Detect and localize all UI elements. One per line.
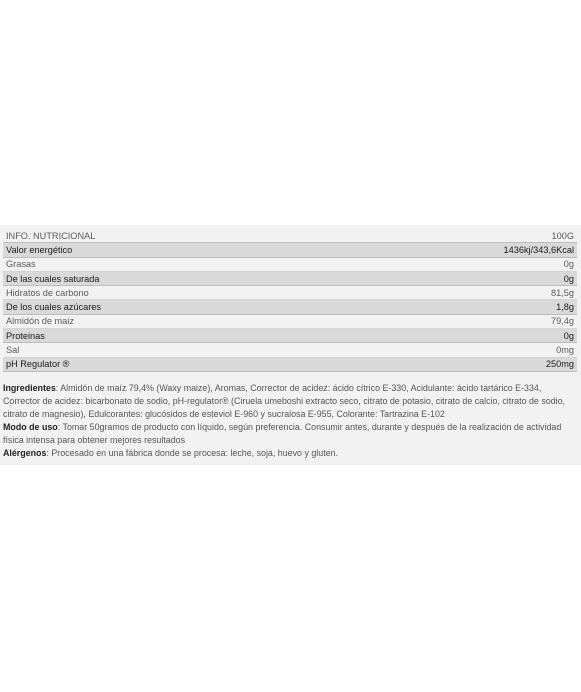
nutrient-label: Proteinas: [6, 330, 45, 341]
nutrition-row: [3, 329, 577, 343]
nutrient-label: pH Regulator ®: [6, 359, 70, 370]
nutrition-row: [3, 358, 577, 372]
nutrition-table: [3, 229, 577, 372]
nutrient-label: Hidratos de carbono: [6, 287, 89, 298]
nutrition-row: [3, 286, 577, 300]
nutrient-label: Sal: [6, 345, 20, 356]
nutrition-row: [3, 315, 577, 329]
nutrition-row: [3, 272, 577, 286]
usage-label: Modo de uso: [3, 422, 58, 433]
nutrient-value: 1,8g: [556, 302, 574, 313]
nutrient-value: 0g: [563, 259, 574, 270]
nutrition-row: [3, 243, 577, 257]
nutrition-panel: [0, 225, 581, 465]
nutrient-value: 81,5g: [551, 287, 574, 298]
allergens-paragraph: [3, 447, 577, 460]
nutrient-label: Almidón de maiz: [6, 316, 74, 327]
nutrient-value: 79,4g: [551, 316, 574, 327]
product-info-text: [3, 382, 577, 461]
ingredients-paragraph: [3, 382, 577, 421]
nutrient-label: De las cuales saturada: [6, 273, 100, 284]
nutrient-label: De los cuales azúcares: [6, 302, 101, 313]
nutrient-value: 0g: [563, 273, 574, 284]
nutrient-value: 1436kj/343,6Kcal: [503, 244, 574, 255]
nutrition-header-label: INFO. NUTRICIONAL: [6, 230, 96, 241]
usage-text: : Tomar 50gramos de producto con líquido, según preferencia. Consumir antes, durante y después de la realización de actividad física intensa para obtener mejores resultados: [3, 422, 562, 446]
nutrient-value: 0mg: [556, 345, 574, 356]
usage-paragraph: [3, 421, 577, 447]
ingredients-text: : Almidón de maíz 79,4% (Waxy maize), Aromas, Corrector de acidez: ácido cítrico E-330, Acidulante: ácido tartárico E-334, Corrector de acidez: bicarbonato de sodio, pH-regulator® (Ciruela umeboshi extracto seco, citrato de potasio, citrato de calcio, citrato de sodio, citrato de magnesio), Edulcorantes: glucósidos de esteviol E-960 y sucralosa E-955, Colorante: Tartrazina E-102: [3, 383, 566, 420]
nutrient-label: Grasas: [6, 259, 36, 270]
nutrient-value: 0g: [563, 330, 574, 341]
nutrient-value: 250mg: [545, 359, 574, 370]
nutrition-row: [3, 258, 577, 272]
allergens-text: : Procesado en una fábrica donde se procesa: leche, soja, huevo y gluten.: [46, 448, 338, 459]
ingredients-label: Ingredientes: [3, 383, 56, 393]
nutrition-row: [3, 343, 577, 357]
nutrition-row: [3, 300, 577, 314]
nutrition-header-value: 100G: [551, 230, 574, 241]
nutrition-header-row: [3, 229, 577, 243]
allergens-label: Alérgenos: [3, 448, 47, 459]
nutrient-label: Valor energético: [6, 244, 73, 255]
